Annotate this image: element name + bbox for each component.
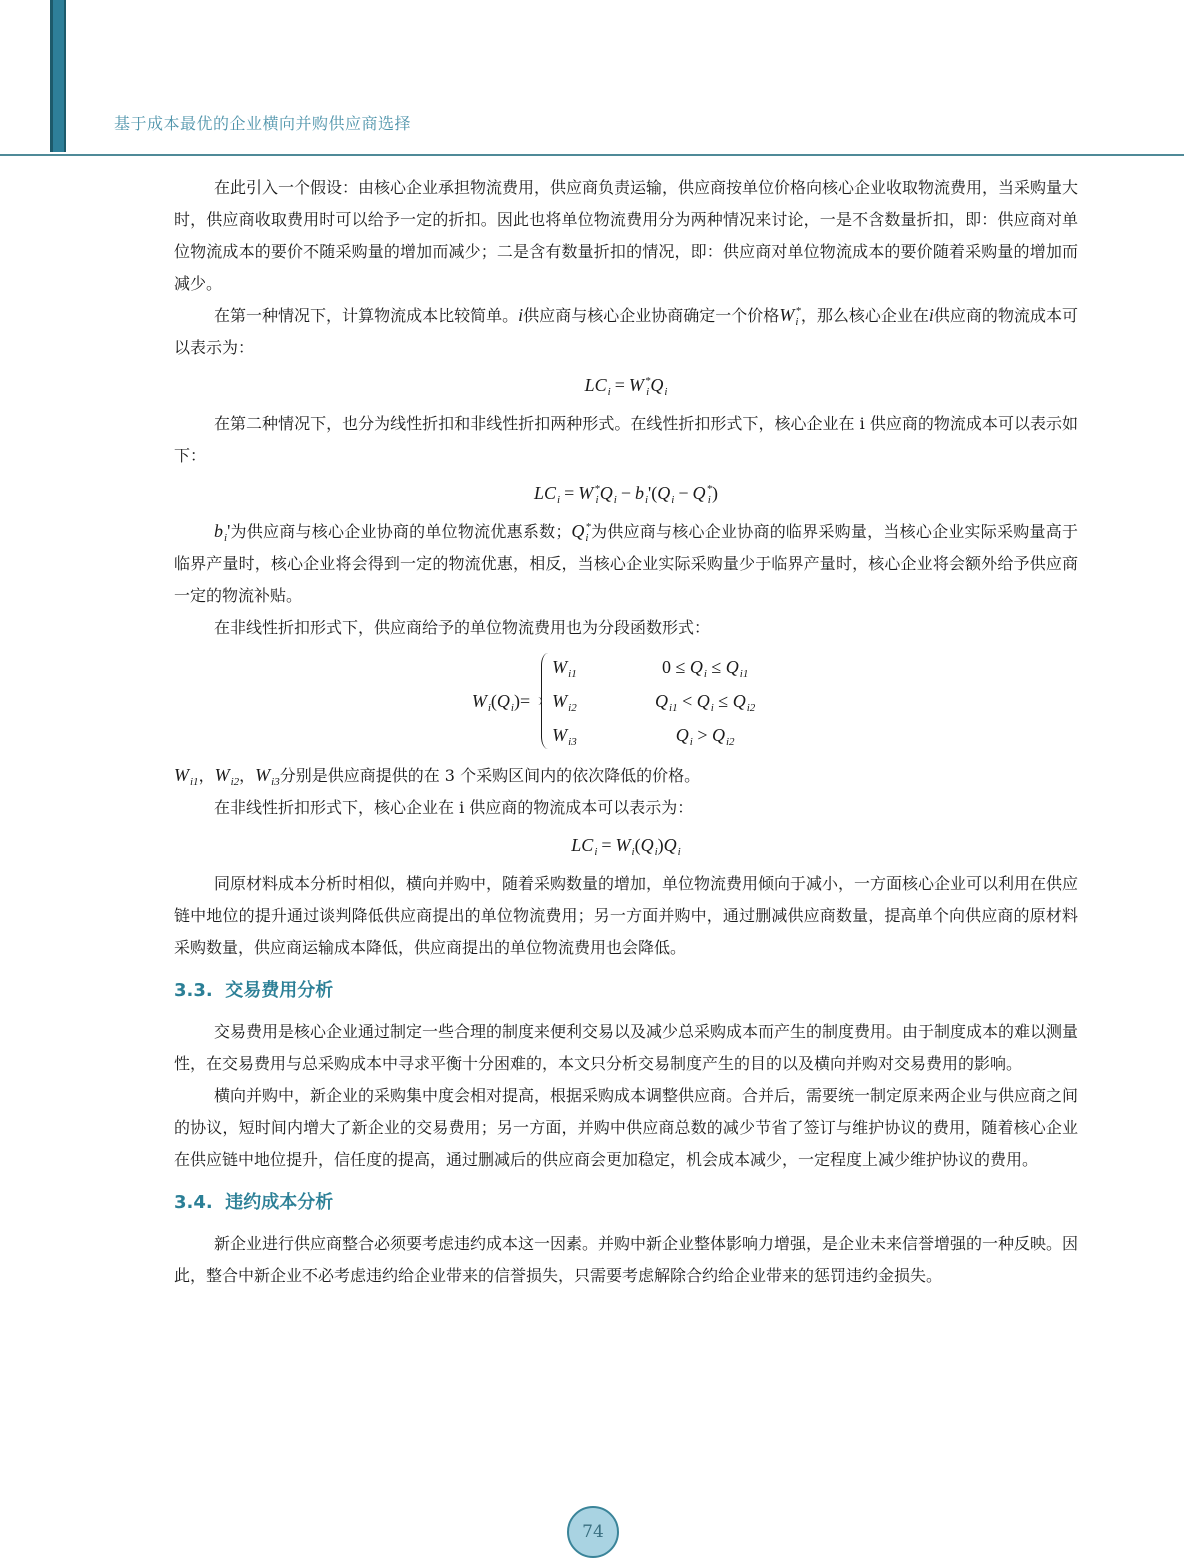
page-content [174, 172, 1078, 1292]
equation-lc-nonlinear: $LC_i = W_i(Q_i)Q_i$ [571, 835, 681, 858]
paragraph-logistics-summary: 同原材料成本分析时相似，横向并购中，随着采购数量的增加，单位物流费用倾向于减小，一方面核心企业可以利用在供应链中地位的提升通过谈判降低供应商提出的单位物流费用；另一方面并购中，通过删减供应商数量，提高单个向供应商的原材料采购数量，供应商运输成本降低，供应商提出的单位物流费用也会降低。 [174, 874, 1079, 957]
paragraph-transaction-cost-1: 交易费用是核心企业通过制定一些合理的制度来便利交易以及减少总采购成本而产生的制度费用。由于制度成本的难以测量性，在交易费用与总采购成本中寻求平衡十分困难的，本文只分析交易制度产生的目的以及横向并购对交易费用的影响。 [174, 1022, 1079, 1073]
piecewise-case: $W_{i3}$ $Q_i > Q_{i2}$ [552, 725, 735, 748]
piecewise-lhs: $W_i(Q_i)=$ [471, 691, 531, 714]
paragraph-nonlinear-intro: 在非线性折扣形式下，供应商给予的单位物流费用也为分段函数形式： [214, 618, 711, 637]
section-heading-transaction-cost: 3.3. 交易费用分析 [174, 980, 334, 1001]
text-fragment: 供应商的物流成本可以表示为： [174, 306, 1078, 357]
paragraph-case-two: 在第二种情况下，也分为线性折扣和非线性折扣两种形式。在线性折扣形式下，核心企业在 i 供应商的物流成本可以表示如下： [174, 414, 1078, 465]
piecewise-case: $W_{i1}$ $0 \le Q_i \le Q_{i1}$ [552, 657, 749, 680]
text-fragment: 为供应商与核心企业协商的单位物流优惠系数； [230, 522, 572, 541]
paragraph-nonlinear-cost: 在非线性折扣形式下，核心企业在 i 供应商的物流成本可以表示为： [214, 798, 694, 817]
inline-var-Q-star: Q * i [571, 520, 591, 544]
running-title: 基于成本最优的企业横向并购供应商选择 [114, 114, 412, 133]
equation-lc-linear-discount: $LC_i = W$ * i $Q_i - b_i'(Q_i - Q$ * i ) [534, 482, 718, 506]
header-divider [0, 154, 1184, 156]
section-heading-breach-cost: 3.4. 违约成本分析 [174, 1192, 334, 1213]
text-fragment: 在第一种情况下，计算物流成本比较简单。 [214, 306, 519, 325]
equation-piecewise-price [174, 646, 1078, 756]
variable-i: i [928, 305, 934, 325]
piecewise-case: $W_{i2}$ $Q_{i1} < Q_i \le Q_{i2}$ [552, 691, 756, 714]
paragraph-assumption: 在此引入一个假设：由核心企业承担物流费用，供应商负责运输，供应商按单位价格向核心企业收取物流费用，当采购量大时，供应商收取费用时可以给予一定的折扣。因此也将单位物流费用分为两种情况来讨论，一是不含数量折扣，即：供应商对单位物流成本的要价不随采购量的增加而减少；二是含有数量折扣的情况，即：供应商对单位物流成本的要价随着采购量的增加而减少。 [174, 178, 1079, 293]
equation-lc-basic: $LC_i = W$ * i $Q_i$ [584, 374, 668, 398]
piecewise-cases [552, 650, 780, 752]
text-fragment: 为供应商与核心企业协商的临界采购量，当核心企业实际采购量高于临界产量时，核心企业将会得到一定的物流优惠，相反，当核心企业实际采购量少于临界产量时，核心企业将会额外给予供应商一定的物流补贴。 [174, 522, 1078, 605]
paragraph-transaction-cost-2: 横向并购中，新企业的采购集中度会相对提高，根据采购成本调整供应商。合并后，需要统一制定原来两企业与供应商之间的协议，短时间内增大了新企业的交易费用；另一方面，并购中供应商总数的减少节省了签订与维护协议的费用，随着核心企业在供应链中地位提升，信任度的提高，通过删减后的供应商会更加稳定，机会成本减少，一定程度上减少维护协议的费用。 [174, 1086, 1079, 1169]
inline-var-Wi1: $W_{i1}$ [174, 765, 199, 788]
inline-var-b-prime: $b_i'$ [214, 521, 231, 544]
page-number-badge: 74 [567, 1506, 619, 1558]
paragraph-price-tiers: $W_{i1}$，$W_{i2}$，$W_{i3}$分别是供应商提供的在 3 个采购区间内的依次降低的价格。 [174, 765, 701, 788]
inline-var-W-star: W * i [779, 304, 801, 328]
variable-i: i [518, 305, 524, 325]
inline-var-Wi2: $W_{i2}$ [214, 765, 240, 788]
text-fragment: 分别是供应商提供的在 3 个采购区间内的依次降低的价格。 [279, 766, 701, 785]
inline-var-Wi3: $W_{i3}$ [255, 765, 280, 788]
paragraph-definitions [174, 516, 1078, 612]
left-brace-icon [536, 653, 548, 749]
header-accent-bar [50, 0, 66, 152]
text-fragment: 供应商与核心企业协商确定一个价格 [523, 306, 780, 325]
paragraph-case-one [174, 300, 1078, 364]
text-fragment: ，那么核心企业在 [800, 306, 929, 325]
paragraph-breach-cost-1: 新企业进行供应商整合必须要考虑违约成本这一因素。并购中新企业整体影响力增强，是企业未来信誉增强的一种反映。因此，整合中新企业不必考虑违约给企业带来的信誉损失，只需要考虑解除合约给企业带来的惩罚违约金损失。 [174, 1234, 1079, 1285]
